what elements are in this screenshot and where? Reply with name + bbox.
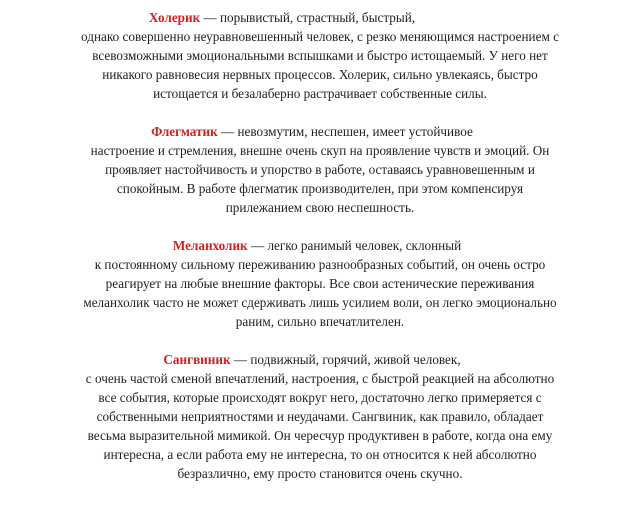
paragraph-line: настроение и стремления, внешне очень скуп на проявление чувств и эмоций. Он bbox=[90, 143, 550, 158]
section-heading bbox=[0, 352, 632, 368]
paragraph-line: прилежанием свою неспешность. bbox=[225, 200, 415, 215]
paragraph-line: всевозможными эмоциональными вспышками и быстро истощаемый. У него нет bbox=[92, 48, 548, 63]
paragraph-line: весьма выразительной мимикой. Он чересчур продуктивен в работе, когда она ему bbox=[87, 428, 553, 443]
heading-rest: — порывистый, страстный, быстрый, bbox=[200, 10, 416, 25]
paragraph-line: меланхолик часто не может сдерживать лишь усилием воли, он легко эмоционально bbox=[83, 295, 557, 310]
section-heading bbox=[0, 238, 637, 254]
term-sanguine: Сангвиник bbox=[163, 352, 231, 367]
heading-rest: — легко ранимый человек, склонный bbox=[247, 238, 462, 253]
section-heading bbox=[0, 10, 602, 26]
paragraph-line: все события, которые происходят вокруг него, достаточно легко примеряется с bbox=[98, 390, 542, 405]
paragraph-line: собственными неприятностями и неудачами. Сангвиник, как правило, обладает bbox=[96, 409, 544, 424]
paragraph-line: однако совершенно неуравновешенный человек, с резко меняющимся настроением с bbox=[81, 29, 559, 44]
heading-rest: — подвижный, горячий, живой человек, bbox=[230, 352, 461, 367]
paragraph-line: с очень частой сменой впечатлений, настроения, с быстрой реакцией на абсолютно bbox=[85, 371, 555, 386]
paragraph-line: раним, сильно впечатлителен. bbox=[235, 314, 405, 329]
paragraph-line: проявляет настойчивость и упорство в работе, оставаясь уравновешенным и bbox=[105, 162, 535, 177]
paragraph-line: интересна, а если работа ему не интересна, то он относится к ней абсолютно bbox=[103, 447, 537, 462]
paragraph-line: безразлично, ему просто становится очень скучно. bbox=[177, 466, 463, 481]
paragraph-line: реагирует на любые внешние факторы. Все свои астенические переживания bbox=[105, 276, 535, 291]
section-heading bbox=[0, 124, 632, 140]
paragraph-line: истощается и безалаберно растрачивает собственные силы. bbox=[153, 86, 487, 101]
paragraph-line: к постоянному сильному переживанию разнообразных событий, он очень остро bbox=[94, 257, 546, 272]
paragraph-line: спокойным. В работе флегматик производителен, при этом компенсируя bbox=[116, 181, 524, 196]
term-choleric: Холерик bbox=[148, 10, 201, 25]
term-melancholic: Меланхолик bbox=[172, 238, 248, 253]
paragraph-line: никакого равновесия нервных процессов. Холерик, сильно увлекаясь, быстро bbox=[102, 67, 538, 82]
heading-rest: — невозмутим, неспешен, имеет устойчивое bbox=[217, 124, 473, 139]
term-phlegmatic: Флегматик bbox=[151, 124, 218, 139]
